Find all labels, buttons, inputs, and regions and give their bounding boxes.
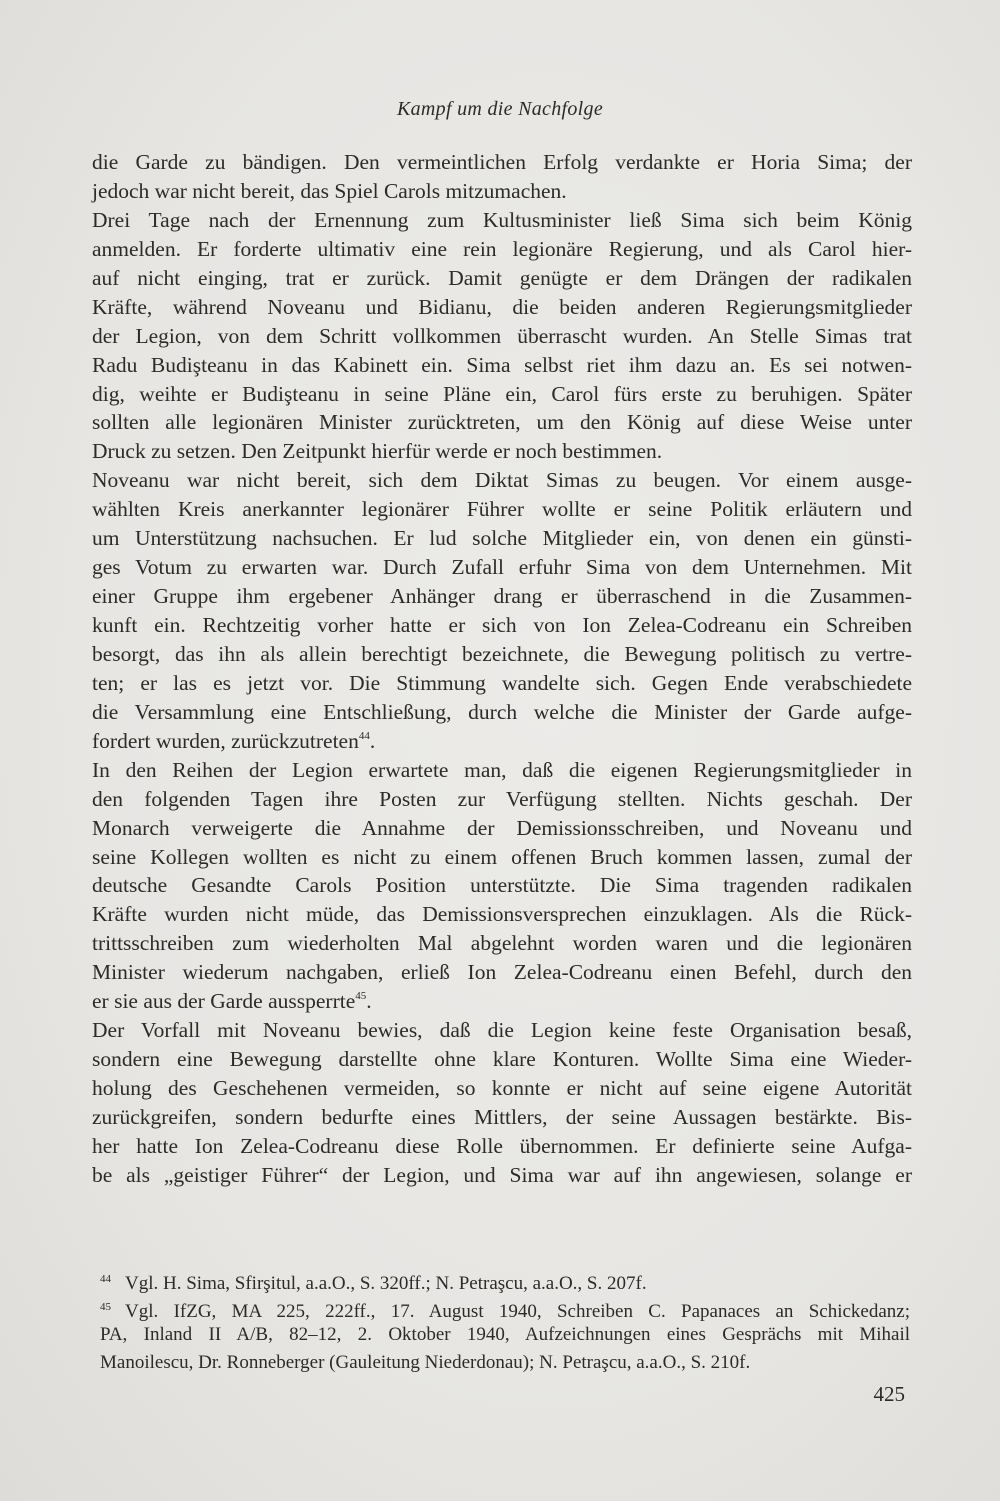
text-line [92, 206, 912, 235]
text-line [92, 1016, 912, 1045]
text-line [92, 871, 912, 900]
text-line-content: jedoch war nicht bereit, das Spiel Carols mitzumachen. [92, 178, 567, 203]
text-line-content: In den Reihen der Legion erwartete man, daß die eigenen Regierungsmitglieder in [92, 757, 912, 782]
text-line-content: Minister wiederum nachgaben, erließ Ion Zelea-Codreanu einen Befehl, durch den [92, 960, 912, 985]
text-line-content: Radu Budişteanu in das Kabinett ein. Sima selbst riet ihm dazu an. Es sei notwen- [92, 352, 912, 377]
footnote-reference[interactable]: 44 [358, 729, 370, 742]
text-line-content: einer Gruppe ihm ergebener Anhänger drang er überraschend in die Zusammen- [92, 584, 912, 609]
text-line-content: fordert wurden, zurückzutreten [92, 728, 359, 753]
text-line [92, 669, 912, 698]
text-line-content: sollten alle legionären Minister zurücktreten, um den König auf diese Weise unter [92, 410, 912, 435]
text-line-content: kunft ein. Rechtzeitig vorher hatte er sich von Ion Zelea-Codreanu ein Schreiben [92, 613, 912, 637]
text-line [92, 380, 912, 409]
text-line [92, 727, 912, 756]
text-line-content: den folgenden Tagen ihre Posten zur Verfügung stellten. Nichts geschah. Der [92, 786, 912, 811]
text-line [92, 640, 912, 669]
text-line [92, 785, 912, 814]
text-line-punctuation: . [366, 989, 372, 1014]
text-line-content: der Legion, von dem Schritt vollkommen überrascht wurden. An Stelle Simas trat [92, 323, 912, 348]
text-line-content: Druck zu setzen. Den Zeitpunkt hierfür werde er noch bestimmen. [92, 439, 663, 464]
text-line [92, 756, 912, 785]
text-line-content: ten; er las es jetzt vor. Die Stimmung wandelte sich. Gegen Ende verabschiedete [92, 670, 912, 695]
text-line [92, 437, 912, 466]
text-line-content: anmelden. Er forderte ultimativ eine rein legionäre Regierung, und als Carol hier- [92, 236, 912, 261]
text-line [92, 293, 912, 322]
text-line [92, 495, 912, 524]
text-line [92, 1045, 912, 1074]
text-line-content: her hatte Ion Zelea-Codreanu diese Rolle übernommen. Er definierte seine Aufga- [92, 1133, 912, 1158]
text-line-content: die Garde zu bändigen. Den vermeintlichen Erfolg verdankte er Horia Sima; der [92, 150, 912, 174]
text-line-content: trittsschreiben zum wiederholten Mal abgelehnt worden waren und die legionären [92, 931, 912, 956]
footnote-text: PA, Inland II A/B, 82–12, 2. Oktober 1940, Aufzeichnungen eines Gesprächs mit Mihail [100, 1324, 910, 1345]
text-line [92, 351, 912, 380]
text-line [92, 1103, 912, 1132]
text-line [92, 843, 912, 872]
text-line-content: be als „geistiger Führer“ der Legion, und Sima war auf ihn angewiesen, solange er [92, 1162, 912, 1187]
text-line-content: besorgt, das ihn als allein berechtigt bezeichnete, die Bewegung politisch zu vertre- [92, 641, 912, 666]
body-text [92, 148, 912, 1190]
text-line-content: Kräfte wurden nicht müde, das Demissionsversprechen einzuklagen. Als die Rück- [92, 902, 912, 927]
text-line-content: ges Votum zu erwarten war. Durch Zufall erfuhr Sima von dem Unternehmen. Mit [92, 555, 912, 580]
text-line [92, 408, 912, 437]
text-line-content: zurückgreifen, sondern bedurfte eines Mittlers, der seine Aussagen bestärkte. Bis- [92, 1104, 912, 1129]
text-line-content: seine Kollegen wollten es nicht zu einem offenen Bruch kommen lassen, zumal der [92, 844, 912, 869]
text-line [92, 582, 912, 611]
text-line [92, 322, 912, 351]
text-line [92, 235, 912, 264]
text-line [92, 148, 912, 177]
footnote-line [100, 1349, 910, 1377]
text-line-content: Der Vorfall mit Noveanu bewies, daß die Legion keine feste Organisation besaß, [92, 1018, 912, 1043]
text-line-content: deutsche Gesandte Carols Position unterstützte. Die Sima tragenden radikalen [92, 873, 912, 898]
text-line [92, 698, 912, 727]
text-line [92, 1074, 912, 1103]
footnote-line [100, 1294, 910, 1322]
running-head: Kampf um die Nachfolge [396, 98, 604, 120]
text-line [92, 611, 912, 640]
text-line-content: dig, weihte er Budişteanu in seine Pläne ein, Carol fürs erste zu beruhigen. Später [92, 381, 912, 406]
text-line-content: er sie aus der Garde aussperrte [92, 989, 356, 1014]
text-line [92, 958, 912, 987]
page-number: 425 [873, 1382, 905, 1406]
footnotes [100, 1266, 910, 1376]
footnote-text: Vgl. IfZG, MA 225, 222ff., 17. August 1940, Schreiben C. Papanaces an Schickedanz; [125, 1300, 910, 1322]
text-line [92, 1132, 912, 1161]
footnote-text: Vgl. H. Sima, Sfirşitul, a.a.O., S. 320ff.; N. Petraşcu, a.a.O., S. 207f. [125, 1273, 647, 1294]
footnote-reference[interactable]: 45 [355, 990, 367, 1003]
text-line [92, 553, 912, 582]
text-line-content: sondern eine Bewegung darstellte ohne klare Konturen. Wollte Sima eine Wieder- [92, 1047, 912, 1072]
text-line-content: Noveanu war nicht bereit, sich dem Diktat Simas zu beugen. Vor einem ausge- [92, 468, 912, 493]
footnote-number: 44 [100, 1273, 111, 1285]
text-line-content: die Versammlung eine Entschließung, durch welche die Minister der Garde aufge- [92, 699, 912, 724]
text-line [92, 1161, 912, 1190]
text-line [92, 987, 912, 1016]
text-line-content: Monarch verweigerte die Annahme der Demissionsschreiben, und Noveanu und [92, 815, 912, 840]
text-line-content: um Unterstützung nachsuchen. Er lud solche Mitglieder ein, von denen ein günsti- [92, 526, 912, 551]
text-line [92, 466, 912, 495]
text-line-content: Drei Tage nach der Ernennung zum Kultusminister ließ Sima sich beim König [92, 207, 912, 232]
text-line [92, 264, 912, 293]
text-line [92, 900, 912, 929]
text-line-content: holung des Geschehenen vermeiden, so konnte er nicht auf seine eigene Autorität [92, 1076, 912, 1100]
footnote-line [100, 1266, 910, 1294]
text-line-content: auf nicht einging, trat er zurück. Damit genügte er dem Drängen der radikalen [92, 265, 912, 290]
footnote-number: 45 [100, 1300, 111, 1313]
text-line-punctuation: . [369, 728, 376, 753]
text-line [92, 814, 912, 843]
footnote-line [100, 1321, 910, 1349]
text-line-content: Kräfte, während Noveanu und Bidianu, die beiden anderen Regierungsmitglieder [92, 294, 912, 319]
text-line [92, 524, 912, 553]
text-line-content: wählten Kreis anerkannter legionärer Führer wollte er seine Politik erläutern und [92, 497, 912, 522]
text-line [92, 929, 912, 958]
text-line [92, 177, 912, 206]
footnote-text: Manoilescu, Dr. Ronneberger (Gauleitung Niederdonau); N. Petraşcu, a.a.O., S. 210f. [100, 1351, 751, 1373]
